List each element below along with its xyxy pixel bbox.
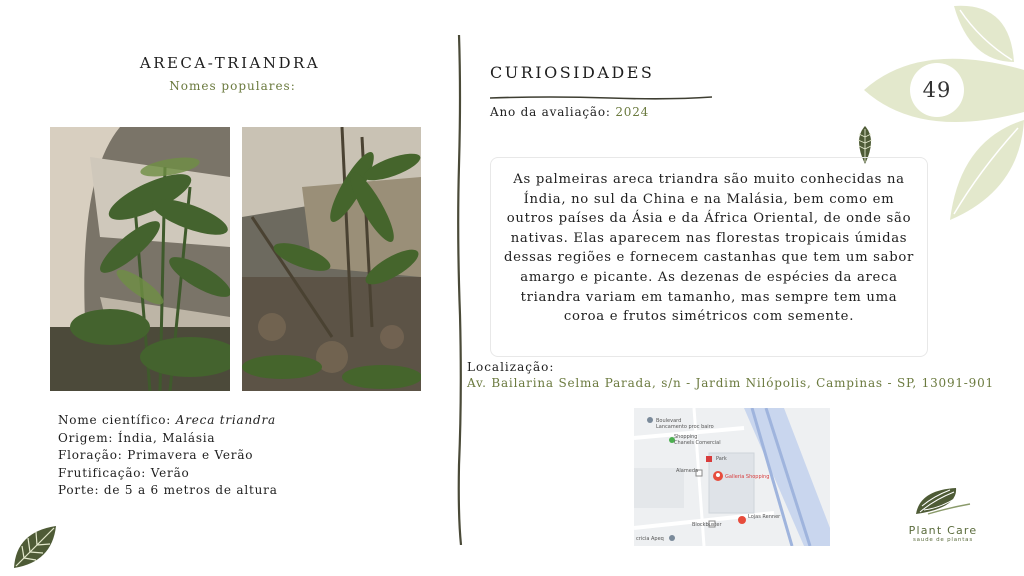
location-address[interactable]: Av. Bailarina Selma Parada, s/n - Jardim Nilópolis, Campinas - SP, 13091-901 — [467, 376, 994, 390]
curiosities-text: As palmeiras areca triandra são muito conhecidas na Índia, no sul da China e na Malásia, bem como em outros países da Ásia e da África Oriental, de onde são nativas. Elas aparecem nas florestas tropicais úmidas dessas regiões e fornecem castanhas que tem um sabor amargo e picante. As dezenas de espécies da areca triandra variam em tamanho, mas sempre tem uma coroa e frutos simétricos com semente. — [490, 157, 928, 357]
column-divider — [452, 35, 468, 549]
fruiting-row: Frutificação: Verão — [58, 465, 190, 480]
plant-info — [58, 412, 278, 500]
plant-photo-2 — [242, 127, 421, 391]
logo-subtitle: saude de plantas — [912, 537, 974, 543]
map-label-6: Park — [716, 456, 727, 462]
map-label-5: Alameda — [676, 468, 699, 474]
logo-title: Plant Care — [908, 524, 978, 537]
scientific-name-value: Areca triandra — [175, 413, 277, 427]
leaf-decoration-bottom — [10, 522, 60, 576]
year-value: 2024 — [615, 105, 650, 119]
evaluation-year — [490, 105, 649, 119]
map-label-3: Shopping — [674, 434, 698, 440]
plant-care-logo — [898, 484, 988, 543]
scientific-name-row — [58, 412, 278, 430]
curiosities-title: CURIOSIDADES — [490, 63, 655, 82]
map-label-8: Blockbuster — [692, 522, 722, 528]
location-map[interactable] — [634, 408, 830, 546]
size-row: Porte: de 5 a 6 metros de altura — [58, 483, 278, 497]
popular-names-label: Nomes populares: — [169, 79, 296, 93]
map-label-7: Galleria Shopping — [725, 474, 770, 480]
map-label-1: Boulevard — [656, 418, 682, 424]
page-number: 49 — [910, 63, 964, 117]
map-label-10: cricia Apeq — [636, 536, 664, 542]
plant-care-logo-icon — [898, 484, 988, 518]
title-underline — [490, 86, 712, 105]
map-label-2: Lancamento proc bairo — [656, 424, 714, 430]
year-label: Ano da avaliação: — [490, 105, 611, 119]
plant-name: ARECA-TRIANDRA — [139, 54, 321, 72]
flowering-row: Floração: Primavera e Verão — [58, 448, 254, 462]
map-label-4: Chanels Comercial — [674, 440, 721, 446]
map-label-9: Lojas Renner — [748, 514, 781, 520]
location-label: Localização: — [467, 360, 555, 374]
origin-row: Origem: Índia, Malásia — [58, 430, 216, 445]
plant-photo-1 — [50, 127, 230, 391]
scientific-name-label: Nome científico: — [58, 413, 172, 427]
